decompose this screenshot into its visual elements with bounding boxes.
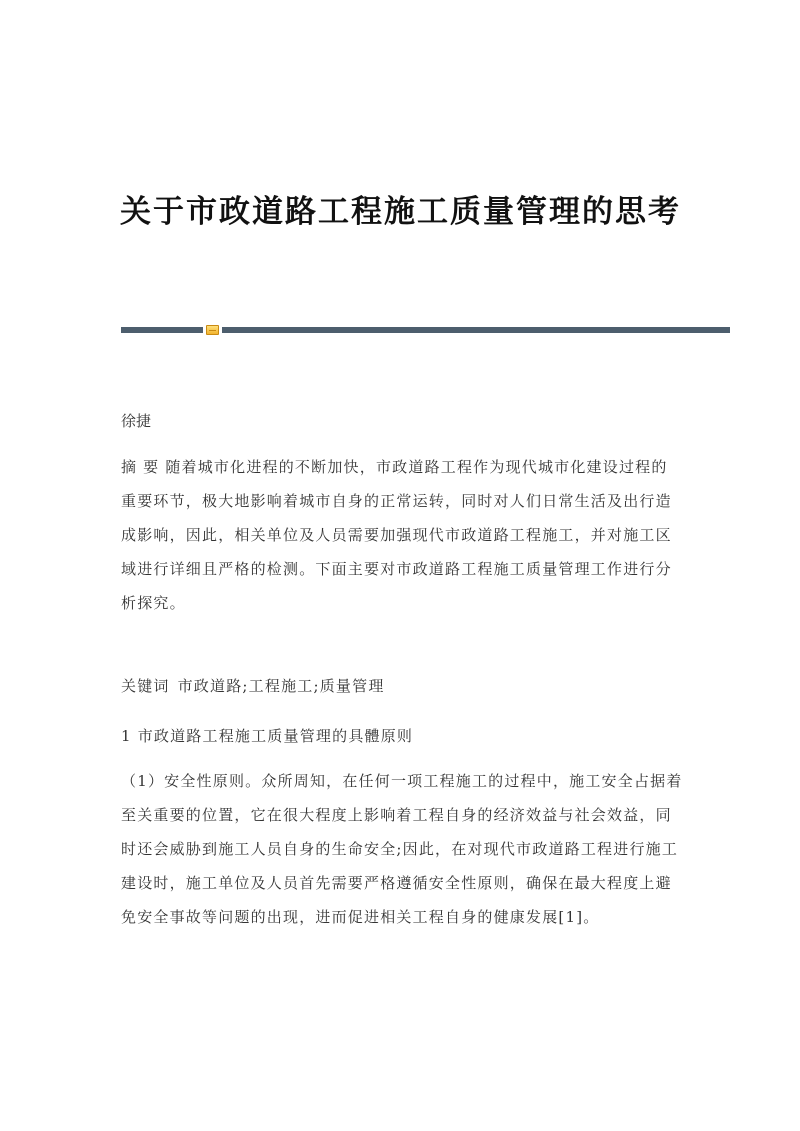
abstract-line: 域进行详细且严格的检测。下面主要对市政道路工程施工质量管理工作进行分 xyxy=(121,560,672,578)
paragraph-line: 时还会威胁到施工人员自身的生命安全;因此，在对现代市政道路工程进行施工 xyxy=(121,840,679,858)
abstract-line: 重要环节，极大地影响着城市自身的正常运转，同时对人们日常生活及出行造 xyxy=(121,492,672,510)
paragraph-line: 免安全事故等问题的出现，进而促进相关工程自身的健康发展[1]。 xyxy=(121,908,600,926)
document-title: 关于市政道路工程施工质量管理的思考 xyxy=(120,194,681,230)
paragraph-line: 至关重要的位置，它在很大程度上影响着工程自身的经济效益与社会效益，同 xyxy=(121,806,672,824)
abstract-block xyxy=(121,450,681,620)
abstract-line: 析探究。 xyxy=(121,594,186,612)
keywords-line xyxy=(121,669,681,703)
keywords-label: 关键词 xyxy=(121,677,170,695)
title-divider xyxy=(121,325,730,335)
body-paragraph xyxy=(121,764,681,934)
book-emblem-icon xyxy=(206,325,219,335)
keywords-value: 市政道路;工程施工;质量管理 xyxy=(177,677,385,695)
abstract-line: 成影响，因此，相关单位及人员需要加强现代市政道路工程施工，并对施工区 xyxy=(121,526,672,544)
author-name: 徐捷 xyxy=(121,412,152,430)
divider-bar-left xyxy=(121,327,203,333)
abstract-line: 摘 要 随着城市化进程的不断加快，市政道路工程作为现代城市化建设过程的 xyxy=(121,458,668,476)
divider-bar-right xyxy=(222,327,730,333)
paragraph-line: （1）安全性原则。众所周知，在任何一项工程施工的过程中，施工安全占据着 xyxy=(121,772,683,790)
paragraph-line: 建设时，施工单位及人员首先需要严格遵循安全性原则，确保在最大程度上避 xyxy=(121,874,672,892)
section-heading: 1 市政道路工程施工质量管理的具體原则 xyxy=(121,727,414,745)
